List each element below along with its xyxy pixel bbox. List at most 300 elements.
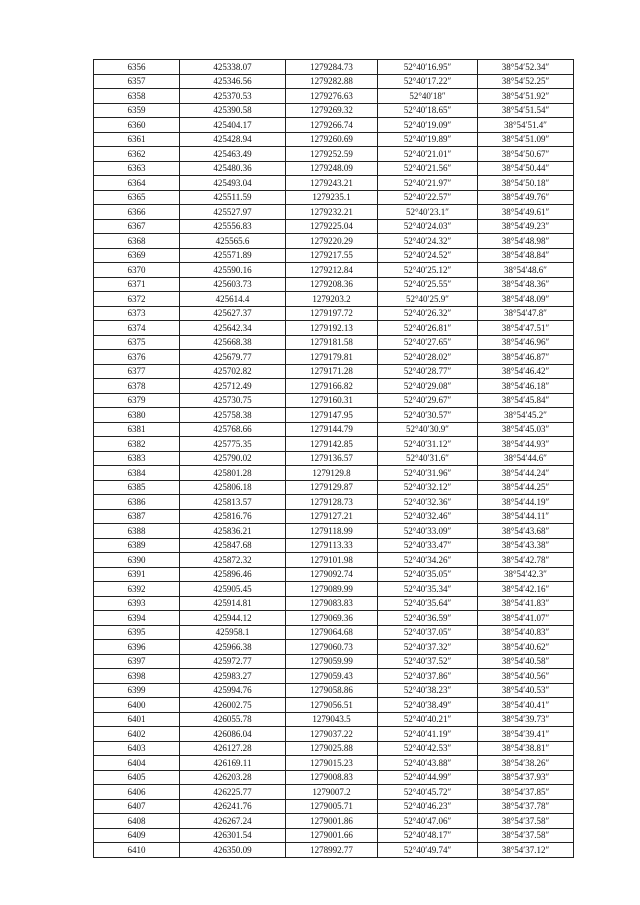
y-coordinate-cell: 1279136.57 <box>286 451 378 466</box>
x-coordinate-cell: 426055.78 <box>180 712 286 727</box>
y-coordinate-cell: 1279043.5 <box>286 712 378 727</box>
longitude-cell: 38°54′40.62″ <box>478 640 574 655</box>
point-number-cell: 6375 <box>94 335 180 350</box>
latitude-cell: 52°40′25.9″ <box>378 292 478 307</box>
table-row <box>94 843 574 858</box>
x-coordinate-cell: 425944.12 <box>180 611 286 626</box>
latitude-cell: 52°40′26.32″ <box>378 306 478 321</box>
y-coordinate-cell: 1279252.59 <box>286 147 378 162</box>
x-coordinate-cell: 425480.36 <box>180 161 286 176</box>
table-row <box>94 234 574 249</box>
point-number-cell: 6406 <box>94 785 180 800</box>
y-coordinate-cell: 1279232.21 <box>286 205 378 220</box>
point-number-cell: 6408 <box>94 814 180 829</box>
point-number-cell: 6403 <box>94 741 180 756</box>
table-row <box>94 350 574 365</box>
y-coordinate-cell: 1279171.28 <box>286 364 378 379</box>
x-coordinate-cell: 425702.82 <box>180 364 286 379</box>
point-number-cell: 6371 <box>94 277 180 292</box>
longitude-cell: 38°54′40.41″ <box>478 698 574 713</box>
x-coordinate-cell: 425775.35 <box>180 437 286 452</box>
point-number-cell: 6359 <box>94 103 180 118</box>
latitude-cell: 52°40′35.05″ <box>378 567 478 582</box>
longitude-cell: 38°54′38.26″ <box>478 756 574 771</box>
point-number-cell: 6392 <box>94 582 180 597</box>
x-coordinate-cell: 426350.09 <box>180 843 286 858</box>
table-row <box>94 263 574 278</box>
longitude-cell: 38°54′41.83″ <box>478 596 574 611</box>
table-row <box>94 74 574 89</box>
latitude-cell: 52°40′38.23″ <box>378 683 478 698</box>
y-coordinate-cell: 1279192.13 <box>286 321 378 336</box>
latitude-cell: 52°40′17.22″ <box>378 74 478 89</box>
x-coordinate-cell: 425571.89 <box>180 248 286 263</box>
table-row <box>94 509 574 524</box>
table-row <box>94 190 574 205</box>
point-number-cell: 6380 <box>94 408 180 423</box>
longitude-cell: 38°54′44.11″ <box>478 509 574 524</box>
y-coordinate-cell: 1279197.72 <box>286 306 378 321</box>
y-coordinate-cell: 1279007.2 <box>286 785 378 800</box>
table-row <box>94 727 574 742</box>
point-number-cell: 6379 <box>94 393 180 408</box>
latitude-cell: 52°40′21.01″ <box>378 147 478 162</box>
point-number-cell: 6388 <box>94 524 180 539</box>
latitude-cell: 52°40′31.6″ <box>378 451 478 466</box>
latitude-cell: 52°40′47.06″ <box>378 814 478 829</box>
longitude-cell: 38°54′42.78″ <box>478 553 574 568</box>
longitude-cell: 38°54′43.38″ <box>478 538 574 553</box>
latitude-cell: 52°40′31.12″ <box>378 437 478 452</box>
longitude-cell: 38°54′51.54″ <box>478 103 574 118</box>
latitude-cell: 52°40′22.57″ <box>378 190 478 205</box>
x-coordinate-cell: 425816.76 <box>180 509 286 524</box>
longitude-cell: 38°54′50.18″ <box>478 176 574 191</box>
y-coordinate-cell: 1279056.51 <box>286 698 378 713</box>
point-number-cell: 6357 <box>94 74 180 89</box>
point-number-cell: 6397 <box>94 654 180 669</box>
point-number-cell: 6409 <box>94 828 180 843</box>
longitude-cell: 38°54′46.96″ <box>478 335 574 350</box>
latitude-cell: 52°40′16.95″ <box>378 60 478 75</box>
longitude-cell: 38°54′52.34″ <box>478 60 574 75</box>
longitude-cell: 38°54′49.76″ <box>478 190 574 205</box>
table-row <box>94 379 574 394</box>
x-coordinate-cell: 425966.38 <box>180 640 286 655</box>
latitude-cell: 52°40′28.77″ <box>378 364 478 379</box>
x-coordinate-cell: 425679.77 <box>180 350 286 365</box>
y-coordinate-cell: 1279225.04 <box>286 219 378 234</box>
table-row <box>94 828 574 843</box>
longitude-cell: 38°54′50.67″ <box>478 147 574 162</box>
table-row <box>94 741 574 756</box>
point-number-cell: 6391 <box>94 567 180 582</box>
x-coordinate-cell: 425958.1 <box>180 625 286 640</box>
table-row <box>94 422 574 437</box>
longitude-cell: 38°54′52.25″ <box>478 74 574 89</box>
latitude-cell: 52°40′28.02″ <box>378 350 478 365</box>
table-row <box>94 611 574 626</box>
table-row <box>94 277 574 292</box>
y-coordinate-cell: 1279220.29 <box>286 234 378 249</box>
y-coordinate-cell: 1279248.09 <box>286 161 378 176</box>
longitude-cell: 38°54′46.18″ <box>478 379 574 394</box>
point-number-cell: 6360 <box>94 118 180 133</box>
point-number-cell: 6383 <box>94 451 180 466</box>
point-number-cell: 6358 <box>94 89 180 104</box>
latitude-cell: 52°40′21.56″ <box>378 161 478 176</box>
y-coordinate-cell: 1279129.8 <box>286 466 378 481</box>
y-coordinate-cell: 1279059.43 <box>286 669 378 684</box>
x-coordinate-cell: 425801.28 <box>180 466 286 481</box>
longitude-cell: 38°54′44.19″ <box>478 495 574 510</box>
longitude-cell: 38°54′40.53″ <box>478 683 574 698</box>
point-number-cell: 6399 <box>94 683 180 698</box>
y-coordinate-cell: 1279284.73 <box>286 60 378 75</box>
longitude-cell: 38°54′48.98″ <box>478 234 574 249</box>
point-number-cell: 6390 <box>94 553 180 568</box>
x-coordinate-cell: 426002.75 <box>180 698 286 713</box>
point-number-cell: 6378 <box>94 379 180 394</box>
y-coordinate-cell: 1279001.86 <box>286 814 378 829</box>
point-number-cell: 6386 <box>94 495 180 510</box>
longitude-cell: 38°54′40.58″ <box>478 654 574 669</box>
y-coordinate-cell: 1279260.69 <box>286 132 378 147</box>
x-coordinate-cell: 425768.66 <box>180 422 286 437</box>
x-coordinate-cell: 425346.56 <box>180 74 286 89</box>
y-coordinate-cell: 1279203.2 <box>286 292 378 307</box>
latitude-cell: 52°40′33.09″ <box>378 524 478 539</box>
longitude-cell: 38°54′51.92″ <box>478 89 574 104</box>
y-coordinate-cell: 1279147.95 <box>286 408 378 423</box>
y-coordinate-cell: 1279166.82 <box>286 379 378 394</box>
table-row <box>94 292 574 307</box>
table-row <box>94 103 574 118</box>
point-number-cell: 6364 <box>94 176 180 191</box>
point-number-cell: 6385 <box>94 480 180 495</box>
x-coordinate-cell: 425994.76 <box>180 683 286 698</box>
table-row <box>94 480 574 495</box>
y-coordinate-cell: 1279129.87 <box>286 480 378 495</box>
longitude-cell: 38°54′41.07″ <box>478 611 574 626</box>
longitude-cell: 38°54′42.16″ <box>478 582 574 597</box>
longitude-cell: 38°54′46.87″ <box>478 350 574 365</box>
point-number-cell: 6374 <box>94 321 180 336</box>
point-number-cell: 6381 <box>94 422 180 437</box>
point-number-cell: 6389 <box>94 538 180 553</box>
table-row <box>94 683 574 698</box>
table-row <box>94 814 574 829</box>
x-coordinate-cell: 426267.24 <box>180 814 286 829</box>
x-coordinate-cell: 425813.57 <box>180 495 286 510</box>
longitude-cell: 38°54′48.84″ <box>478 248 574 263</box>
coordinates-table <box>93 59 574 858</box>
longitude-cell: 38°54′37.12″ <box>478 843 574 858</box>
table-row <box>94 640 574 655</box>
longitude-cell: 38°54′45.2″ <box>478 408 574 423</box>
point-number-cell: 6410 <box>94 843 180 858</box>
x-coordinate-cell: 425730.75 <box>180 393 286 408</box>
y-coordinate-cell: 1279113.33 <box>286 538 378 553</box>
table-row <box>94 495 574 510</box>
longitude-cell: 38°54′37.78″ <box>478 799 574 814</box>
longitude-cell: 38°54′44.6″ <box>478 451 574 466</box>
x-coordinate-cell: 426169.11 <box>180 756 286 771</box>
table-row <box>94 219 574 234</box>
y-coordinate-cell: 1279092.74 <box>286 567 378 582</box>
x-coordinate-cell: 425914.81 <box>180 596 286 611</box>
latitude-cell: 52°40′41.19″ <box>378 727 478 742</box>
point-number-cell: 6394 <box>94 611 180 626</box>
point-number-cell: 6398 <box>94 669 180 684</box>
point-number-cell: 6405 <box>94 770 180 785</box>
x-coordinate-cell: 425428.94 <box>180 132 286 147</box>
y-coordinate-cell: 1279064.68 <box>286 625 378 640</box>
latitude-cell: 52°40′36.59″ <box>378 611 478 626</box>
table-row <box>94 364 574 379</box>
table-row <box>94 176 574 191</box>
longitude-cell: 38°54′44.25″ <box>478 480 574 495</box>
longitude-cell: 38°54′37.58″ <box>478 814 574 829</box>
y-coordinate-cell: 1279217.55 <box>286 248 378 263</box>
table-row <box>94 756 574 771</box>
y-coordinate-cell: 1279118.99 <box>286 524 378 539</box>
table-row <box>94 669 574 684</box>
longitude-cell: 38°54′44.93″ <box>478 437 574 452</box>
longitude-cell: 38°54′48.36″ <box>478 277 574 292</box>
latitude-cell: 52°40′29.67″ <box>378 393 478 408</box>
table-row <box>94 335 574 350</box>
table-row <box>94 60 574 75</box>
longitude-cell: 38°54′42.3″ <box>478 567 574 582</box>
x-coordinate-cell: 425668.38 <box>180 335 286 350</box>
x-coordinate-cell: 425983.27 <box>180 669 286 684</box>
x-coordinate-cell: 425590.16 <box>180 263 286 278</box>
y-coordinate-cell: 1279060.73 <box>286 640 378 655</box>
x-coordinate-cell: 426127.28 <box>180 741 286 756</box>
latitude-cell: 52°40′34.26″ <box>378 553 478 568</box>
x-coordinate-cell: 425565.6 <box>180 234 286 249</box>
table-row <box>94 553 574 568</box>
point-number-cell: 6366 <box>94 205 180 220</box>
y-coordinate-cell: 1279208.36 <box>286 277 378 292</box>
longitude-cell: 38°54′38.81″ <box>478 741 574 756</box>
longitude-cell: 38°54′47.8″ <box>478 306 574 321</box>
longitude-cell: 38°54′45.03″ <box>478 422 574 437</box>
point-number-cell: 6401 <box>94 712 180 727</box>
latitude-cell: 52°40′18.65″ <box>378 103 478 118</box>
table-row <box>94 770 574 785</box>
x-coordinate-cell: 425338.07 <box>180 60 286 75</box>
x-coordinate-cell: 426301.54 <box>180 828 286 843</box>
latitude-cell: 52°40′32.46″ <box>378 509 478 524</box>
latitude-cell: 52°40′45.72″ <box>378 785 478 800</box>
y-coordinate-cell: 1279160.31 <box>286 393 378 408</box>
latitude-cell: 52°40′35.64″ <box>378 596 478 611</box>
latitude-cell: 52°40′19.09″ <box>378 118 478 133</box>
point-number-cell: 6369 <box>94 248 180 263</box>
table-row <box>94 248 574 263</box>
x-coordinate-cell: 425511.59 <box>180 190 286 205</box>
longitude-cell: 38°54′40.83″ <box>478 625 574 640</box>
y-coordinate-cell: 1279015.23 <box>286 756 378 771</box>
latitude-cell: 52°40′24.03″ <box>378 219 478 234</box>
latitude-cell: 52°40′23.1″ <box>378 205 478 220</box>
latitude-cell: 52°40′37.86″ <box>378 669 478 684</box>
table-row <box>94 306 574 321</box>
point-number-cell: 6402 <box>94 727 180 742</box>
latitude-cell: 52°40′25.12″ <box>378 263 478 278</box>
table-row <box>94 393 574 408</box>
latitude-cell: 52°40′42.53″ <box>378 741 478 756</box>
longitude-cell: 38°54′49.61″ <box>478 205 574 220</box>
point-number-cell: 6393 <box>94 596 180 611</box>
longitude-cell: 38°54′48.09″ <box>478 292 574 307</box>
y-coordinate-cell: 1279101.98 <box>286 553 378 568</box>
table-row <box>94 785 574 800</box>
point-number-cell: 6368 <box>94 234 180 249</box>
x-coordinate-cell: 425847.68 <box>180 538 286 553</box>
table-row <box>94 147 574 162</box>
y-coordinate-cell: 1279037.22 <box>286 727 378 742</box>
table-row <box>94 89 574 104</box>
y-coordinate-cell: 1279008.83 <box>286 770 378 785</box>
point-number-cell: 6404 <box>94 756 180 771</box>
point-number-cell: 6356 <box>94 60 180 75</box>
latitude-cell: 52°40′33.47″ <box>378 538 478 553</box>
x-coordinate-cell: 425404.17 <box>180 118 286 133</box>
coordinates-table-body <box>94 60 574 858</box>
y-coordinate-cell: 1279269.32 <box>286 103 378 118</box>
table-row <box>94 654 574 669</box>
point-number-cell: 6377 <box>94 364 180 379</box>
y-coordinate-cell: 1279128.73 <box>286 495 378 510</box>
y-coordinate-cell: 1279276.63 <box>286 89 378 104</box>
point-number-cell: 6400 <box>94 698 180 713</box>
table-row <box>94 437 574 452</box>
longitude-cell: 38°54′39.41″ <box>478 727 574 742</box>
latitude-cell: 52°40′27.65″ <box>378 335 478 350</box>
longitude-cell: 38°54′51.09″ <box>478 132 574 147</box>
latitude-cell: 52°40′24.52″ <box>378 248 478 263</box>
point-number-cell: 6362 <box>94 147 180 162</box>
latitude-cell: 52°40′21.97″ <box>378 176 478 191</box>
longitude-cell: 38°54′45.84″ <box>478 393 574 408</box>
y-coordinate-cell: 1279235.1 <box>286 190 378 205</box>
point-number-cell: 6384 <box>94 466 180 481</box>
latitude-cell: 52°40′32.36″ <box>378 495 478 510</box>
x-coordinate-cell: 426225.77 <box>180 785 286 800</box>
latitude-cell: 52°40′43.88″ <box>378 756 478 771</box>
point-number-cell: 6395 <box>94 625 180 640</box>
point-number-cell: 6367 <box>94 219 180 234</box>
latitude-cell: 52°40′48.17″ <box>378 828 478 843</box>
y-coordinate-cell: 1279181.58 <box>286 335 378 350</box>
y-coordinate-cell: 1279179.81 <box>286 350 378 365</box>
point-number-cell: 6365 <box>94 190 180 205</box>
point-number-cell: 6407 <box>94 799 180 814</box>
latitude-cell: 52°40′24.32″ <box>378 234 478 249</box>
latitude-cell: 52°40′49.74″ <box>378 843 478 858</box>
x-coordinate-cell: 425806.18 <box>180 480 286 495</box>
table-row <box>94 582 574 597</box>
x-coordinate-cell: 425556.83 <box>180 219 286 234</box>
table-row <box>94 205 574 220</box>
table-row <box>94 596 574 611</box>
x-coordinate-cell: 425758.38 <box>180 408 286 423</box>
longitude-cell: 38°54′49.23″ <box>478 219 574 234</box>
x-coordinate-cell: 425790.02 <box>180 451 286 466</box>
point-number-cell: 6361 <box>94 132 180 147</box>
table-row <box>94 567 574 582</box>
longitude-cell: 38°54′51.4″ <box>478 118 574 133</box>
longitude-cell: 38°54′37.93″ <box>478 770 574 785</box>
latitude-cell: 52°40′26.81″ <box>378 321 478 336</box>
longitude-cell: 38°54′50.44″ <box>478 161 574 176</box>
longitude-cell: 38°54′44.24″ <box>478 466 574 481</box>
table-row <box>94 466 574 481</box>
table-row <box>94 625 574 640</box>
x-coordinate-cell: 425603.73 <box>180 277 286 292</box>
point-number-cell: 6373 <box>94 306 180 321</box>
latitude-cell: 52°40′30.9″ <box>378 422 478 437</box>
y-coordinate-cell: 1279212.84 <box>286 263 378 278</box>
latitude-cell: 52°40′40.21″ <box>378 712 478 727</box>
longitude-cell: 38°54′43.68″ <box>478 524 574 539</box>
longitude-cell: 38°54′39.73″ <box>478 712 574 727</box>
x-coordinate-cell: 425712.49 <box>180 379 286 394</box>
x-coordinate-cell: 426086.04 <box>180 727 286 742</box>
longitude-cell: 38°54′37.85″ <box>478 785 574 800</box>
x-coordinate-cell: 425370.53 <box>180 89 286 104</box>
latitude-cell: 52°40′37.05″ <box>378 625 478 640</box>
x-coordinate-cell: 425493.04 <box>180 176 286 191</box>
x-coordinate-cell: 425972.77 <box>180 654 286 669</box>
x-coordinate-cell: 425627.37 <box>180 306 286 321</box>
x-coordinate-cell: 425896.46 <box>180 567 286 582</box>
table-row <box>94 712 574 727</box>
longitude-cell: 38°54′46.42″ <box>478 364 574 379</box>
latitude-cell: 52°40′25.55″ <box>378 277 478 292</box>
x-coordinate-cell: 426203.28 <box>180 770 286 785</box>
x-coordinate-cell: 425463.49 <box>180 147 286 162</box>
x-coordinate-cell: 426241.76 <box>180 799 286 814</box>
x-coordinate-cell: 425642.34 <box>180 321 286 336</box>
latitude-cell: 52°40′31.96″ <box>378 466 478 481</box>
point-number-cell: 6370 <box>94 263 180 278</box>
point-number-cell: 6387 <box>94 509 180 524</box>
latitude-cell: 52°40′19.89″ <box>378 132 478 147</box>
table-row <box>94 538 574 553</box>
longitude-cell: 38°54′47.51″ <box>478 321 574 336</box>
latitude-cell: 52°40′29.08″ <box>378 379 478 394</box>
y-coordinate-cell: 1279083.83 <box>286 596 378 611</box>
latitude-cell: 52°40′30.57″ <box>378 408 478 423</box>
point-number-cell: 6372 <box>94 292 180 307</box>
y-coordinate-cell: 1279266.74 <box>286 118 378 133</box>
table-row <box>94 524 574 539</box>
y-coordinate-cell: 1279282.88 <box>286 74 378 89</box>
latitude-cell: 52°40′46.23″ <box>378 799 478 814</box>
point-number-cell: 6396 <box>94 640 180 655</box>
longitude-cell: 38°54′40.56″ <box>478 669 574 684</box>
longitude-cell: 38°54′37.58″ <box>478 828 574 843</box>
y-coordinate-cell: 1279243.21 <box>286 176 378 191</box>
y-coordinate-cell: 1279059.99 <box>286 654 378 669</box>
x-coordinate-cell: 425905.45 <box>180 582 286 597</box>
table-row <box>94 321 574 336</box>
x-coordinate-cell: 425872.32 <box>180 553 286 568</box>
